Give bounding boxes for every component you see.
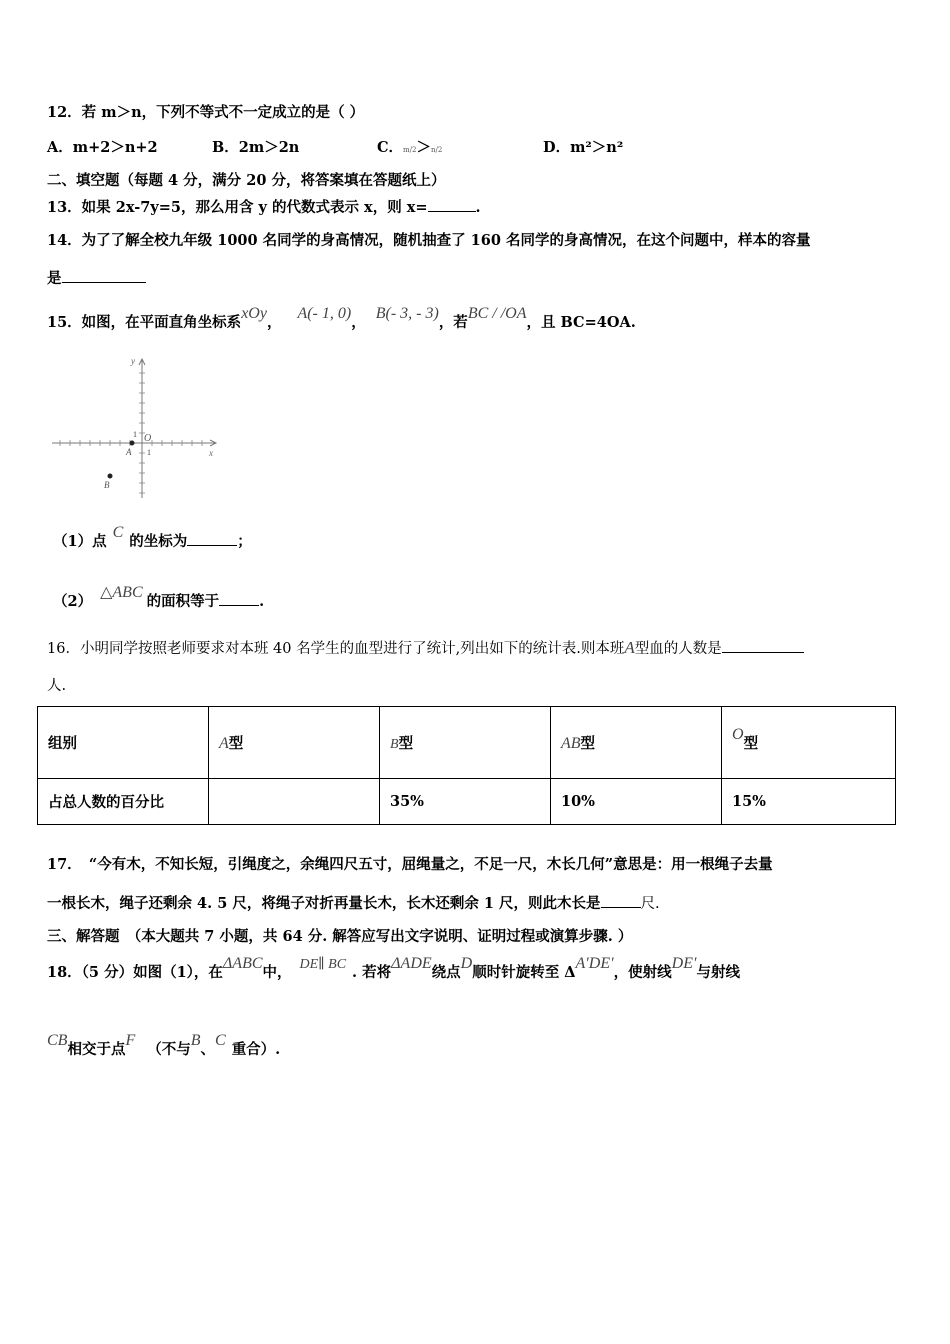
q18-p4: 绕点 [431,964,461,981]
q18-p1: 18．（5 分）如图（1），在 [47,964,223,981]
answer-blank [62,268,146,283]
option-label: C． [377,139,404,156]
q16-text-a: 16．小明同学按照老师要求对本班 40 名学生的血型进行了统计,列出如下的统计表.则本班 [47,641,625,657]
frac-n-over-2: n/2 [431,146,443,154]
q12-stem: 12．若 m＞n，下列不等式不一定成立的是（ ） [47,104,365,121]
q12-option-a [47,138,158,158]
table-header-cell [722,707,896,779]
q16-line2: 人. [47,678,67,694]
header-text: 型 [580,735,596,752]
q18-p5: 顺时针旋转至 Δ [472,964,576,981]
math-b: B [190,1032,201,1049]
origin-label: O [144,433,152,444]
header-math: AB [561,735,581,752]
q14-line1: 14．为了了解全校九年级 1000 名同学的身高情况，随机抽查了 160 名同学的身高情况，在这个问题中，样本的容量 [47,232,811,249]
q15-suffix: ，且 BC=4OA. [526,314,636,331]
q15-sub1 [53,524,252,552]
sub1-suffix: 的坐标为 [129,533,188,550]
math-bc-parallel-oa: BC / /OA [467,305,527,322]
q15-sub2 [53,584,265,612]
q18-l2-p1: 相交于点 [67,1041,126,1058]
header-text: 组别 [48,735,77,752]
q18-line2 [47,1032,281,1060]
option-text: m+2＞n+2 [72,139,158,156]
math-a-prime-de-prime: A′DE′ [575,955,614,972]
option-label: A． [47,139,73,156]
answer-blank [187,531,237,546]
q14-line2-text: 是 [47,270,62,287]
math-de-prime: DE′ [671,955,697,972]
blood-type-table [37,706,896,825]
q18-l2-p4: 重合）. [231,1041,281,1058]
math-c: C [215,1032,226,1049]
math-d: D [460,955,473,972]
math-delta-ade: ΔADE [391,955,432,972]
answer-blank [601,893,641,908]
q13-end: . [475,199,481,216]
frac-m-over-2: m/2 [403,146,417,154]
math-a: A [624,638,635,657]
math-triangle-abc: △ABC [100,584,143,601]
x-unit-label: 1 [147,448,151,457]
sub2-suffix: 的面积等于 [146,593,220,610]
q18-line1 [47,955,740,984]
point-a-label: A [126,447,132,457]
q17-line2 [47,893,660,914]
q17-line2-text: 一根长木，绳子还剩余 4. 5 尺，将绳子对折再量长木，长木还剩余 1 尺，则此木长是 [47,895,601,912]
q16-text-b: 型血的人数是 [634,641,722,657]
math-cb: CB [47,1032,68,1049]
q12-option-c [377,138,442,160]
table-cell: 35% [380,779,551,825]
q18-l2-p3: 、 [200,1041,216,1058]
q14-line2 [47,268,146,289]
q18-p6: ，使射线 [613,964,672,981]
option-label: D． [543,139,571,156]
q18-p2: 中， [262,964,292,981]
y-axis-label: y [131,356,135,366]
math-point-a: A(- 1, 0) [297,305,352,322]
sub1-end: ； [237,533,252,550]
point-b-label: B [104,480,110,490]
q17-end: 尺. [640,896,660,912]
table-cell: 10% [551,779,722,825]
math-delta-abc: ΔABC [222,955,263,972]
q12-option-b [212,138,299,158]
table-cell [209,779,380,825]
section3-heading: 三、解答题 （本大题共 7 小题，共 64 分. 解答应写出文字说明、证明过程或演算步骤. ） [47,928,633,945]
q17-line1: 17． “今有木，不知长短，引绳度之，余绳四尺五寸，屈绳量之，不足一尺，木长几何”意思是：用一根绳子去量 [47,856,773,873]
header-text: 型 [228,735,244,752]
q18-p3: . 若将 [352,964,392,981]
header-math: O [732,726,744,743]
q12-option-d [543,138,623,158]
q15-ruo: ，若 [438,314,468,331]
q18-p7: 与射线 [696,964,740,981]
x-axis-label: x [209,448,213,458]
q13-text: 13．如果 2x-7y=5，那么用含 y 的代数式表示 x，则 x= [47,199,428,216]
answer-blank [428,197,476,212]
q15-stem [47,305,636,333]
option-text: m²＞n² [570,139,624,156]
sep: ， [266,314,282,331]
math-c: C [112,524,124,541]
sub2-end: . [259,593,265,610]
table-header-cell [209,707,380,779]
coordinate-graph [50,352,220,502]
math-xoy: xOy [241,305,267,322]
table-header-cell [38,707,209,779]
point-b-dot [108,474,113,479]
sub2-prefix: （2） [53,593,93,610]
q18-l2-p2: （不与 [147,1041,191,1058]
header-text: 型 [398,735,414,752]
point-a-dot [130,441,135,446]
q13 [47,197,481,218]
table-header-row [38,707,896,779]
y-unit-label: 1 [133,430,137,439]
math-f: F [125,1032,136,1049]
answer-blank [219,591,259,606]
math-point-b: B(- 3, - 3) [375,305,439,322]
section2-heading: 二、填空题（每题 4 分，满分 20 分，将答案填在答题纸上） [47,172,446,189]
table-cell: 15% [722,779,896,825]
sep: ， [351,314,366,331]
header-text: 型 [743,735,759,752]
table-header-cell [551,707,722,779]
option-text: ＞ [416,139,431,156]
table-cell: 占总人数的百分比 [38,779,209,825]
table-header-cell [380,707,551,779]
option-text: 2m＞2n [238,139,300,156]
math-de-parallel-bc: DE∥ BC [299,957,347,972]
header-math: B [390,737,399,752]
sub1-prefix: （1）点 [53,533,107,550]
q16-line1 [47,638,804,659]
q15-prefix: 15．如图，在平面直角坐标系 [47,314,242,331]
header-math: A [219,735,229,752]
answer-blank [722,638,804,653]
option-label: B． [212,139,239,156]
table-row [38,779,896,825]
